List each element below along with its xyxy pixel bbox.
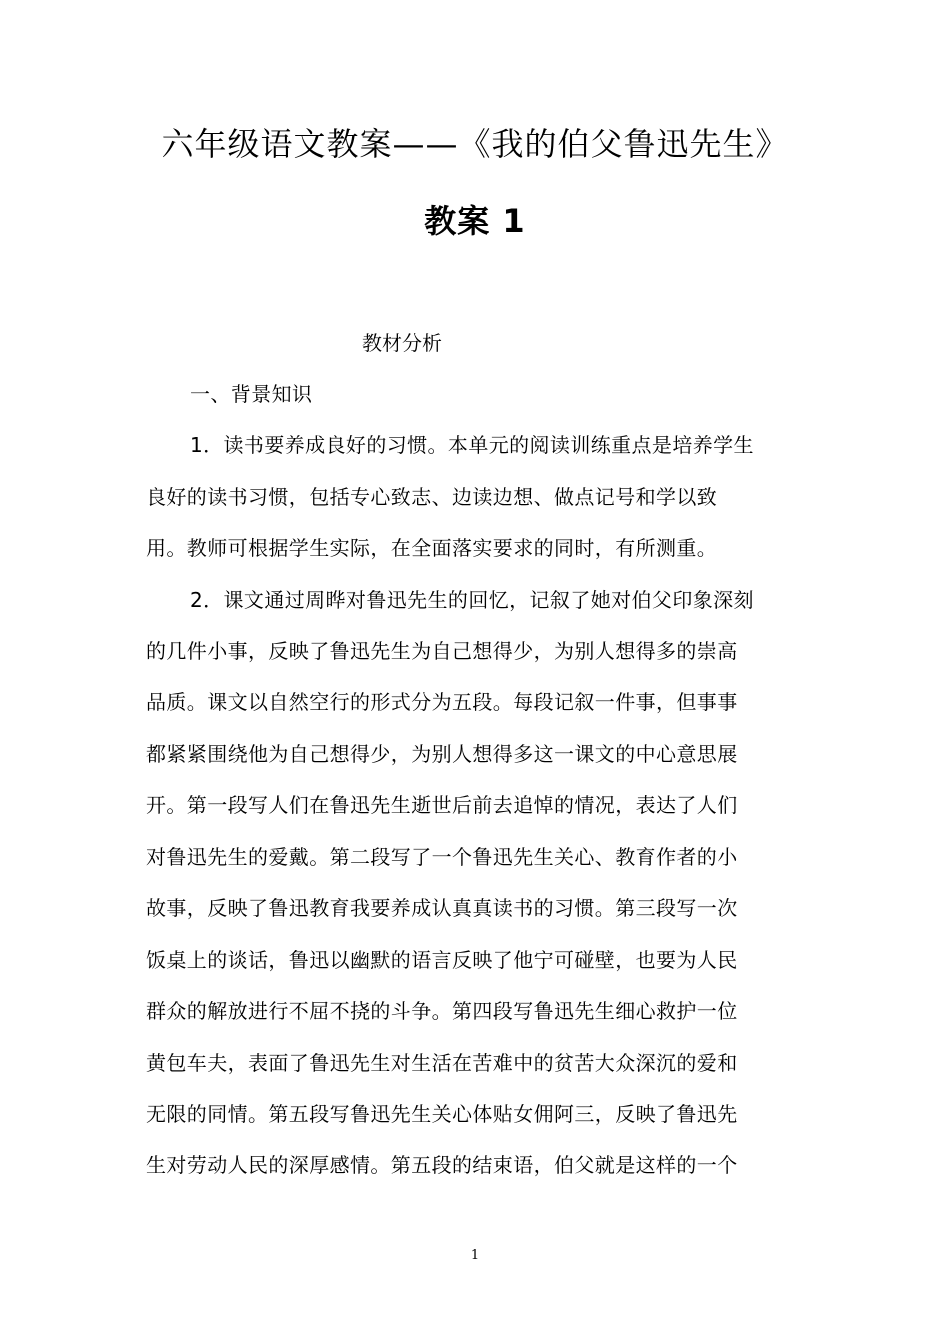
paragraph-line: 2．课文通过周晔对鲁迅先生的回忆，记叙了她对伯父印象深刻: [190, 588, 754, 612]
paragraph-line: 黄包车夫，表面了鲁迅先生对生活在苦难中的贫苦大众深沉的爱和: [146, 1051, 738, 1075]
section-heading: 教材分析: [362, 331, 442, 355]
paragraph-line: 故事，反映了鲁迅教育我要养成认真真读书的习惯。第三段写一次: [146, 896, 738, 920]
paragraph-line: 无限的同情。第五段写鲁迅先生关心体贴女佣阿三，反映了鲁迅先: [146, 1102, 738, 1126]
document-title-line-1: 六年级语文教案——《我的伯父鲁迅先生》: [161, 125, 789, 163]
paragraph-line: 品质。课文以自然空行的形式分为五段。每段记叙一件事，但事事: [146, 690, 738, 714]
paragraph-line: 饭桌上的谈话，鲁迅以幽默的语言反映了他宁可碰壁，也要为人民: [146, 948, 738, 972]
paragraph-line: 的几件小事，反映了鲁迅先生为自己想得少，为别人想得多的崇高: [146, 639, 738, 663]
document-title-line-2: 教案 1: [424, 202, 526, 240]
paragraph-line: 群众的解放进行不屈不挠的斗争。第四段写鲁迅先生细心救护一位: [146, 999, 738, 1023]
paragraph-line: 用。教师可根据学生实际，在全面落实要求的同时，有所测重。: [146, 536, 718, 560]
paragraph-line: 1．读书要养成良好的习惯。本单元的阅读训练重点是培养学生: [190, 433, 754, 457]
paragraph-line: 对鲁迅先生的爱戴。第二段写了一个鲁迅先生关心、教育作者的小: [146, 845, 738, 869]
paragraph-line: 都紧紧围绕他为自己想得少，为别人想得多这一课文的中心意思展: [146, 742, 738, 766]
paragraph-line: 生对劳动人民的深厚感情。第五段的结束语，伯父就是这样的一个: [146, 1153, 738, 1177]
page-number: 1: [470, 1248, 480, 1263]
paragraph-line: 开。第一段写人们在鲁迅先生逝世后前去追悼的情况，表达了人们: [146, 793, 738, 817]
subheading-background-knowledge: 一、背景知识: [190, 382, 313, 406]
paragraph-line: 良好的读书习惯，包括专心致志、边读边想、做点记号和学以致: [146, 485, 718, 509]
